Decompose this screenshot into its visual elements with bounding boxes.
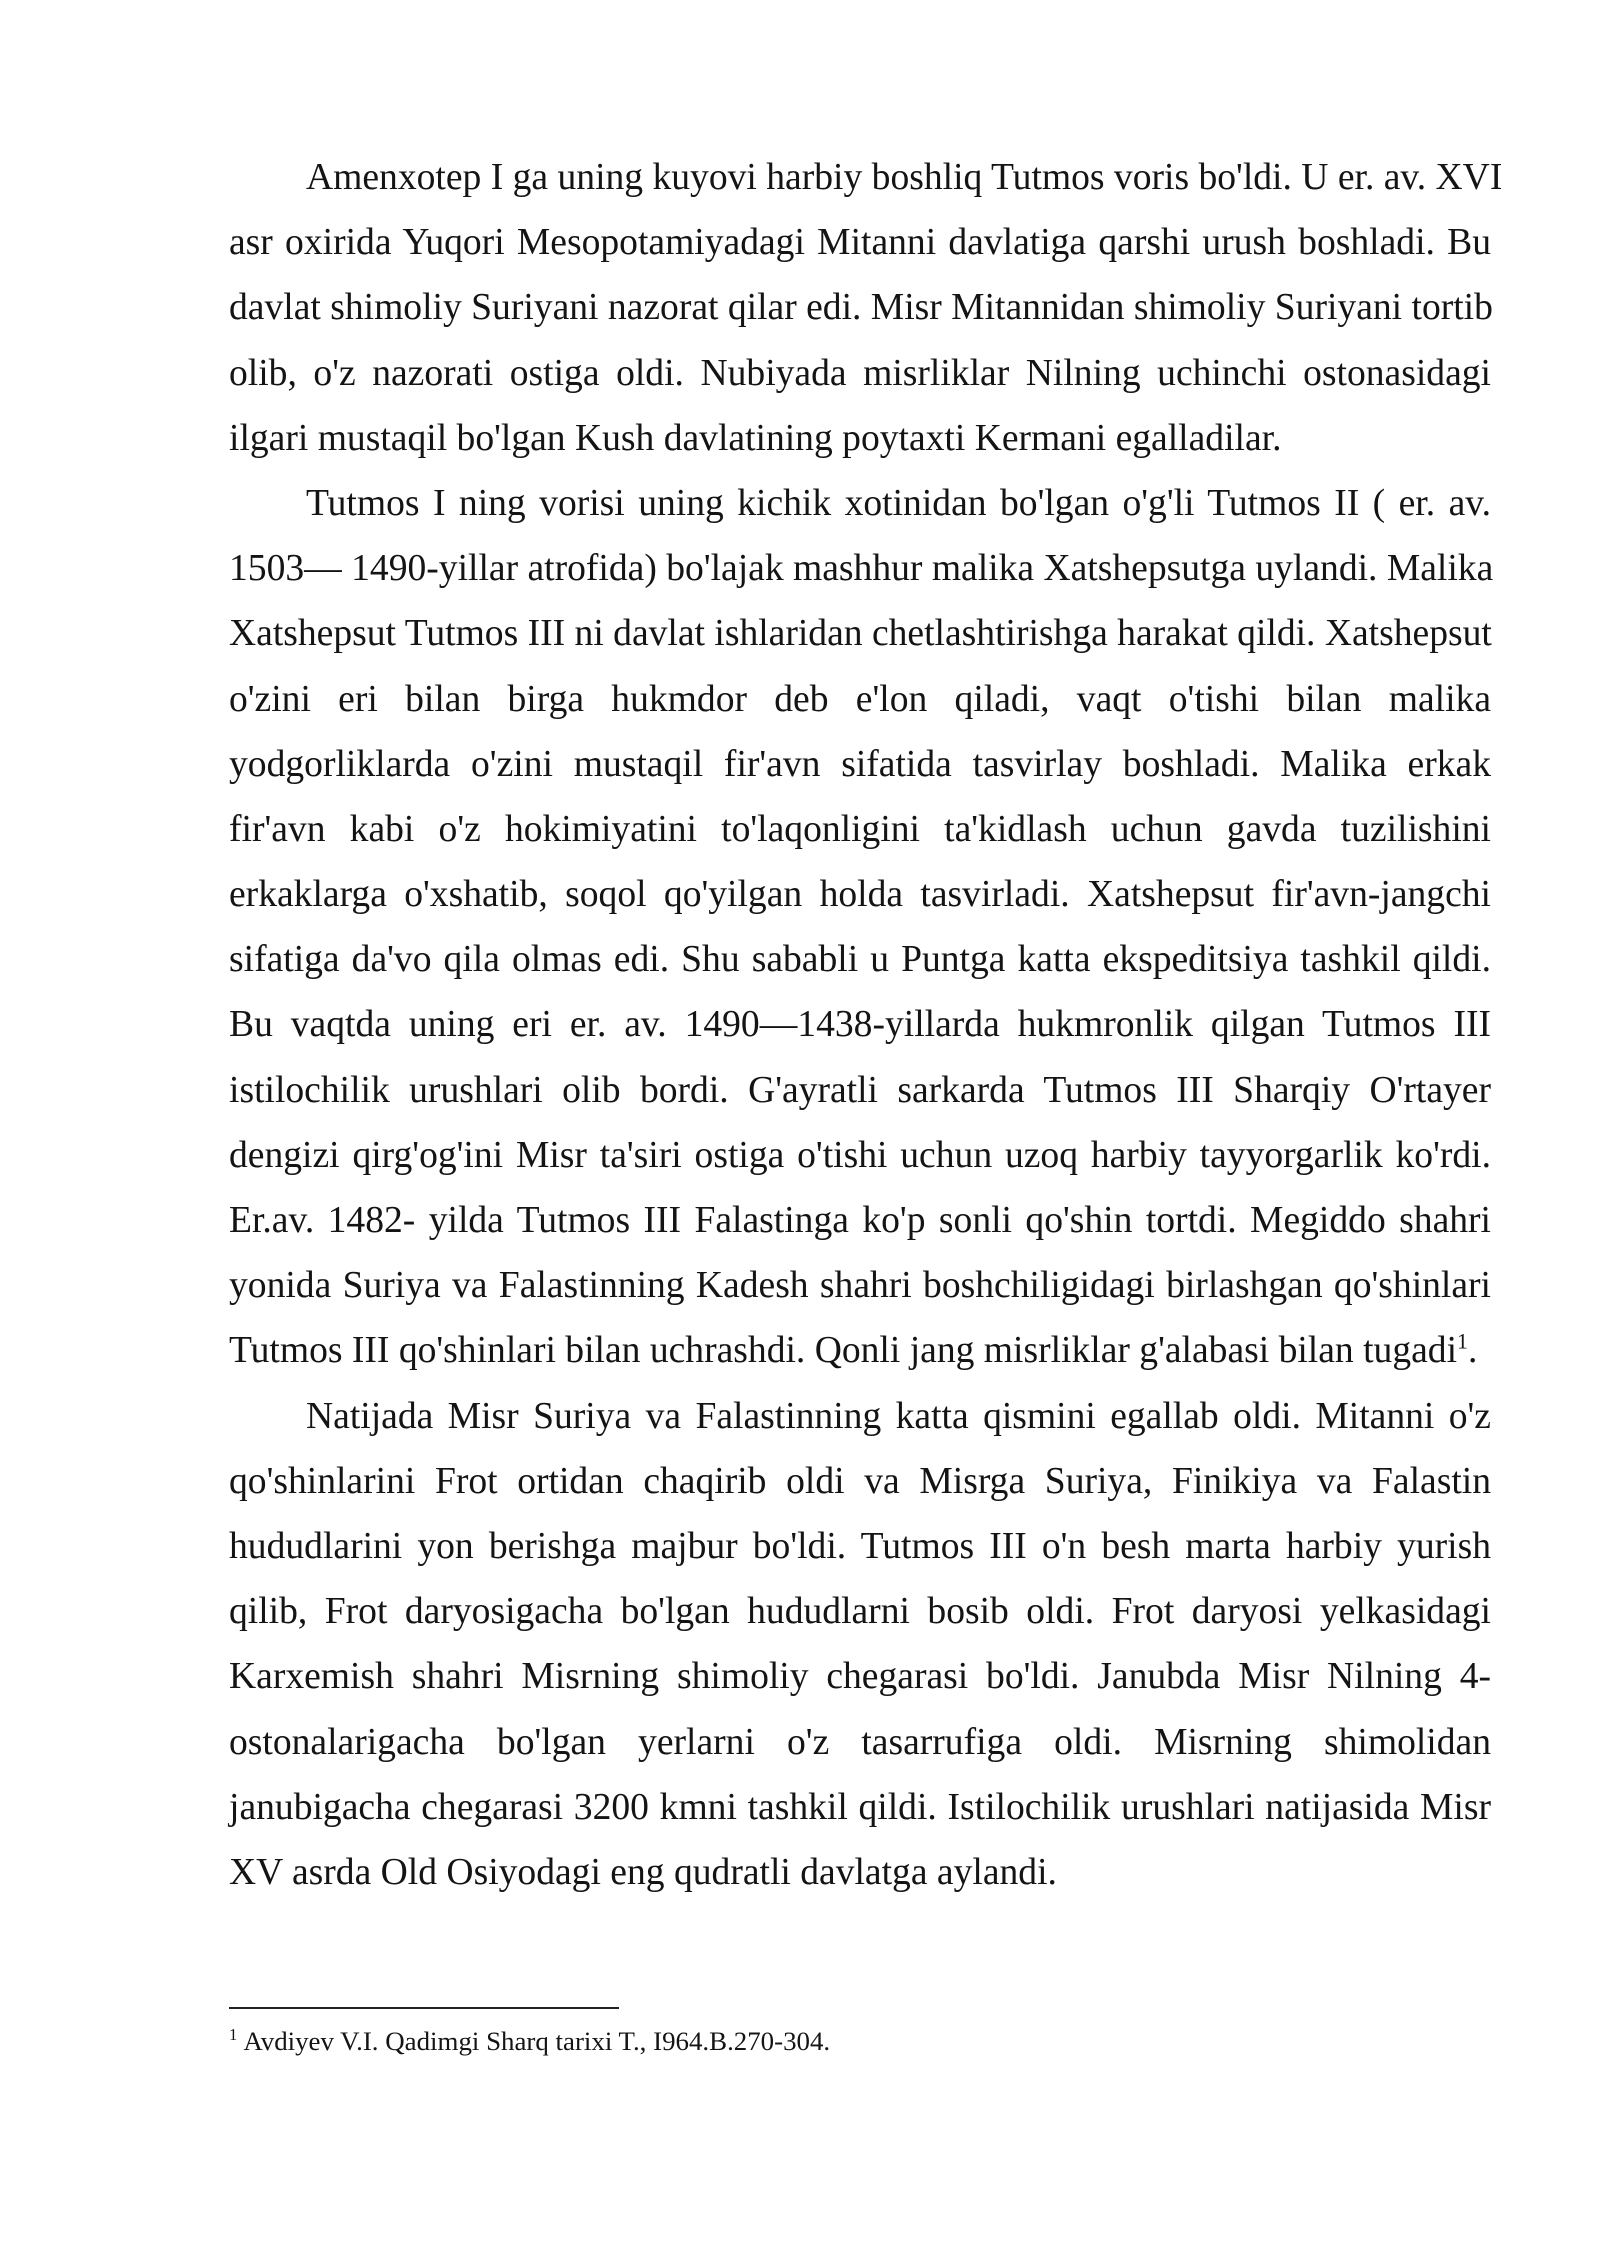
text-line: yodgorliklarda o'zini mustaqil fir'avn sifatida tasvirlay boshladi. Malika erkak (229, 743, 1491, 785)
text-line: ilgari mustaqil bo'lgan Kush davlatining poytaxti Kermani egalladilar. (229, 417, 1282, 459)
footnote-reference[interactable]: 1 (1457, 1329, 1468, 1354)
text-line (229, 1318, 1491, 1383)
text-line: yonida Suriya va Falastinning Kadesh shahri boshchiligidagi birlashgan qo'shinlari (229, 1265, 1491, 1307)
text-line: qo'shinlarini Frot ortidan chaqirib oldi va Misrga Suriya, Finikiya va Falastin (229, 1460, 1491, 1502)
footnote-text: Avdiyev V.I. Qadimgi Sharq tarixi T., I964.B.270-304. (243, 2026, 831, 2056)
text-line-content: Tutmos III qo'shinlari bilan uchrashdi. Qonli jang misrliklar g'alabasi bilan tugadi (229, 1330, 1458, 1372)
text-line: olib, o'z nazorati ostiga oldi. Nubiyada misrliklar Nilning uchinchi ostonasidagi (229, 352, 1491, 394)
text-line: erkaklarga o'xshatib, soqol qo'yilgan holda tasvirladi. Xatshepsut fir'avn-jangchi (229, 874, 1491, 916)
text-line: 1503— 1490-yillar atrofida) bo'lajak mashhur malika Xatshepsutga uylandi. Malika (229, 548, 1494, 590)
text-line: fir'avn kabi o'z hokimiyatini to'laqonligini ta'kidlash uchun gavda tuzilishini (229, 808, 1491, 850)
paragraph (229, 471, 1494, 1384)
text-line: davlat shimoliy Suriyani nazorat qilar edi. Misr Mitannidan shimoliy Suriyani tortib (229, 287, 1493, 329)
text-line: Tutmos I ning vorisi uning kichik xotinidan bo'lgan o'g'li Tutmos II ( er. av. (306, 482, 1491, 524)
text-line: XV asrda Old Osiyodagi eng qudratli davlatga aylandi. (229, 1851, 1057, 1893)
text-line: Karxemish shahri Misrning shimoliy chegarasi bo'ldi. Janubda Misr Nilning 4- (229, 1656, 1491, 1698)
paragraph (229, 1384, 1491, 1906)
paragraph (229, 145, 1503, 471)
text-line: ostonalarigacha bo'lgan yerlarni o'z tasarrufiga oldi. Misrning shimolidan (229, 1721, 1491, 1763)
footnote (229, 2025, 1491, 2057)
text-line: o'zini eri bilan birga hukmdor deb e'lon qiladi, vaqt o'tishi bilan malika (229, 678, 1491, 720)
text-line: dengizi qirg'og'ini Misr ta'siri ostiga o'tishi uchun uzoq harbiy tayyorgarlik ko'rdi. (229, 1134, 1491, 1176)
text-line: sifatiga da'vo qila olmas edi. Shu sababli u Puntga katta ekspeditsiya tashkil qildi. (229, 939, 1491, 981)
text-line-tail: . (1467, 1330, 1478, 1372)
text-line: janubigacha chegarasi 3200 kmni tashkil qildi. Istilochilik urushlari natijasida Misr (229, 1786, 1491, 1828)
text-line: Natijada Misr Suriya va Falastinning katta qismini egallab oldi. Mitanni o'z (306, 1395, 1491, 1437)
text-line: istilochilik urushlari olib bordi. G'ayratli sarkarda Tutmos III Sharqiy O'rtayer (229, 1069, 1491, 1111)
footnote-marker: 1 (229, 2025, 238, 2045)
text-line: Xatshepsut Tutmos III ni davlat ishlaridan chetlashtirishga harakat qildi. Xatshepsut (229, 613, 1492, 655)
text-line: Bu vaqtda uning eri er. av. 1490—1438-yillarda hukmronlik qilgan Tutmos III (229, 1004, 1491, 1046)
text-line: qilib, Frot daryosigacha bo'lgan hududlarni bosib oldi. Frot daryosi yelkasidagi (229, 1591, 1491, 1633)
text-line: Er.av. 1482- yilda Tutmos III Falastinga ko'p sonli qo'shin tortdi. Megiddo shahri (229, 1200, 1491, 1241)
footnote-separator (229, 2007, 619, 2009)
text-line: hududlarini yon berishga majbur bo'ldi. Tutmos III o'n besh marta harbiy yurish (229, 1525, 1491, 1567)
body-text (229, 145, 1503, 1905)
text-line: asr oxirida Yuqori Mesopotamiyadagi Mitanni davlatiga qarshi urush boshladi. Bu (229, 222, 1491, 264)
text-line: Amenxotep I ga uning kuyovi harbiy boshliq Tutmos voris bo'ldi. U er. av. XVI (306, 157, 1503, 198)
